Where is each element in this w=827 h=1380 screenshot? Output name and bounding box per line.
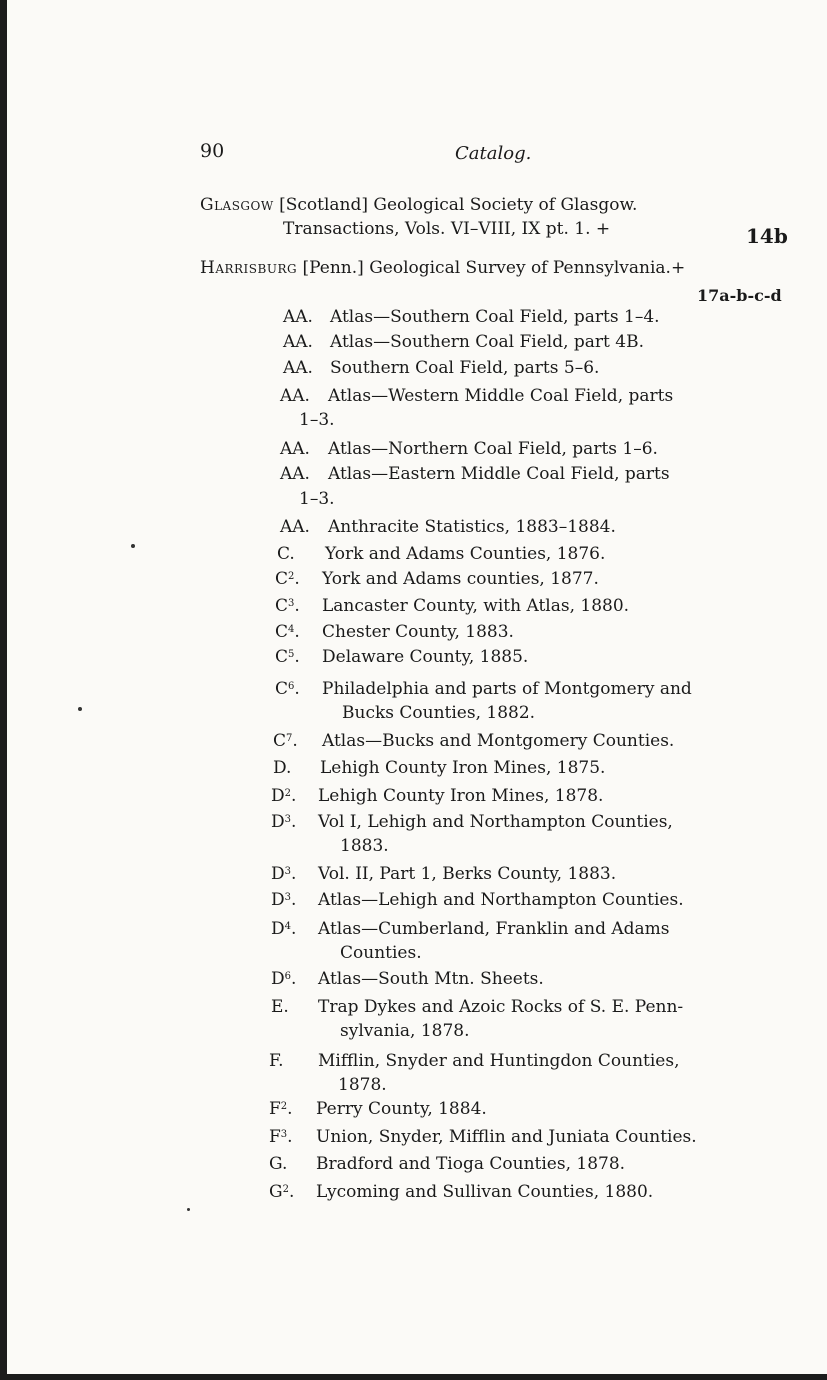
item-code-letter: D [271, 786, 285, 806]
scan-speck [187, 1208, 190, 1211]
item-code-letter: D. [273, 758, 292, 778]
item-title: York and Adams Counties, 1876. [325, 544, 606, 564]
item-title: Vol. II, Part 1, Berks County, 1883. [318, 864, 617, 884]
shelf-note: 14b [746, 224, 788, 248]
item-code-letter: AA. [283, 332, 313, 352]
item-code [280, 515, 310, 539]
item-title: Atlas—Northern Coal Field, parts 1–6. [328, 439, 658, 459]
item-title: Perry County, 1884. [316, 1099, 487, 1119]
item-title: Union, Snyder, Mifflin and Juniata Counties. [316, 1127, 697, 1147]
item-code-superscript: 3 [284, 892, 292, 903]
scan-speck [131, 544, 135, 548]
item-code-letter: D [271, 919, 285, 939]
item-code: $C^4$. [275, 622, 300, 642]
item-title: Atlas—Lehigh and Northampton Counties. [318, 890, 684, 910]
item-code-letter: AA. [283, 307, 313, 327]
item-code: $C^7$. [273, 731, 298, 751]
item-code: $D^6$. [271, 969, 297, 989]
item-title-continuation: Counties. [340, 943, 422, 963]
item-title: Atlas—Southern Coal Field, part 4B. [330, 332, 644, 352]
entry-city: Glasgow [200, 195, 274, 215]
entry-glasgow [200, 192, 637, 218]
page-number: 90 [200, 140, 225, 162]
item-code-letter: D [271, 969, 285, 989]
item-code-superscript: 2 [280, 1101, 288, 1112]
item-code-letter: D [271, 812, 285, 832]
item-code-superscript: 3 [288, 598, 295, 609]
scan-bottom-edge [0, 1374, 827, 1380]
item-code [269, 1049, 284, 1073]
item-title: Bradford and Tioga Counties, 1878. [316, 1154, 626, 1174]
item-title: Lehigh County Iron Mines, 1875. [320, 758, 606, 778]
item-code-letter: AA. [280, 439, 310, 459]
scan-speck [78, 707, 82, 711]
item-code-superscript: 6 [288, 681, 295, 692]
item-code: $F^2$. [269, 1099, 293, 1119]
item-title: Lancaster County, with Atlas, 1880. [322, 596, 630, 616]
item-code-superscript: 2 [288, 571, 295, 582]
item-title: Chester County, 1883. [322, 622, 514, 642]
item-code: $D^3$. [271, 864, 297, 884]
item-code-letter: C [275, 622, 289, 642]
item-title-continuation: 1883. [340, 836, 389, 856]
item-title: Atlas—Cumberland, Franklin and Adams [318, 919, 670, 939]
item-code-superscript: 2 [282, 1184, 289, 1195]
item-code-letter: C. [277, 544, 295, 564]
item-code-letter: C [275, 679, 289, 699]
item-title: Lehigh County Iron Mines, 1878. [318, 786, 604, 806]
item-code: $D^3$. [271, 890, 297, 910]
item-code-superscript: 4 [284, 921, 292, 932]
item-title: Philadelphia and parts of Montgomery and [322, 679, 692, 699]
item-code: $C^5$. [275, 647, 300, 667]
item-code-superscript: 3 [280, 1129, 288, 1140]
scan-left-edge [0, 0, 7, 1380]
item-title: Atlas—Southern Coal Field, parts 1–4. [330, 307, 660, 327]
item-code: $C^2$. [275, 569, 300, 589]
item-code-letter: E. [271, 997, 289, 1017]
shelf-note: 17a-b-c-d [697, 286, 782, 305]
item-code-letter: D [271, 890, 285, 910]
item-code [269, 1152, 287, 1176]
item-title: Delaware County, 1885. [322, 647, 529, 667]
item-code-letter: C [273, 731, 287, 751]
item-code: $D^3$. [271, 812, 297, 832]
item-title-continuation: 1–3. [299, 489, 335, 509]
item-code-letter: G. [269, 1154, 288, 1174]
item-code-letter: AA. [280, 386, 310, 406]
item-title-continuation: 1878. [338, 1075, 387, 1095]
item-code-letter: AA. [283, 358, 313, 378]
entry-text: [Penn.] Geological Survey of Pennsylvania.+ [302, 258, 686, 278]
entry-city: Harrisburg [200, 258, 298, 278]
item-code-superscript: 3 [284, 866, 292, 877]
item-title-continuation: 1–3. [299, 410, 335, 430]
item-code-letter: C [275, 569, 289, 589]
item-code: $D^2$. [271, 786, 297, 806]
item-title: Southern Coal Field, parts 5–6. [330, 358, 600, 378]
item-code-superscript: 7 [286, 733, 293, 744]
item-code-superscript: 4 [288, 624, 295, 635]
item-code-letter: F. [269, 1051, 284, 1071]
item-title: York and Adams counties, 1877. [322, 569, 599, 589]
item-title: Mifflin, Snyder and Huntingdon Counties, [318, 1051, 680, 1071]
item-code [280, 384, 310, 408]
item-code: $F^3$. [269, 1127, 293, 1147]
running-head: Catalog. [455, 143, 532, 164]
item-title: Lycoming and Sullivan Counties, 1880. [316, 1182, 654, 1202]
item-code: $C^6$. [275, 679, 300, 699]
item-code [283, 356, 313, 380]
item-code-letter: AA. [280, 464, 310, 484]
item-code-superscript: 5 [288, 649, 295, 660]
item-code [277, 542, 295, 566]
item-code: $D^4$. [271, 919, 297, 939]
item-title: Trap Dykes and Azoic Rocks of S. E. Penn- [318, 997, 684, 1017]
item-code-letter: D [271, 864, 285, 884]
item-title: Atlas—South Mtn. Sheets. [318, 969, 544, 989]
item-code [280, 437, 310, 461]
item-code-superscript: 6 [284, 971, 292, 982]
item-code-letter: AA. [280, 517, 310, 537]
item-code [271, 995, 289, 1019]
item-code [280, 462, 310, 486]
entry-harrisburg [200, 255, 685, 281]
item-code-letter: F [269, 1127, 281, 1147]
item-code-superscript: 3 [284, 814, 292, 825]
item-code-letter: C [275, 596, 289, 616]
entry-text: [Scotland] Geological Society of Glasgow. [279, 195, 638, 215]
item-code-letter: G [269, 1182, 283, 1202]
item-title: Anthracite Statistics, 1883–1884. [328, 517, 616, 537]
item-code: $C^3$. [275, 596, 300, 616]
item-title-continuation: sylvania, 1878. [340, 1021, 470, 1041]
item-code [273, 756, 291, 780]
item-title: Vol I, Lehigh and Northampton Counties, [318, 812, 673, 832]
item-code-letter: F [269, 1099, 281, 1119]
item-title: Atlas—Bucks and Montgomery Counties. [322, 731, 675, 751]
entry-glasgow-line2: Transactions, Vols. VI–VIII, IX pt. 1. + [283, 219, 611, 239]
item-code [283, 330, 313, 354]
item-code-superscript: 2 [284, 788, 292, 799]
item-title-continuation: Bucks Counties, 1882. [342, 703, 536, 723]
item-title: Atlas—Western Middle Coal Field, parts [328, 386, 674, 406]
item-code: $G^2$. [269, 1182, 295, 1202]
item-code-letter: C [275, 647, 289, 667]
item-title: Atlas—Eastern Middle Coal Field, parts [328, 464, 670, 484]
item-code [283, 305, 313, 329]
